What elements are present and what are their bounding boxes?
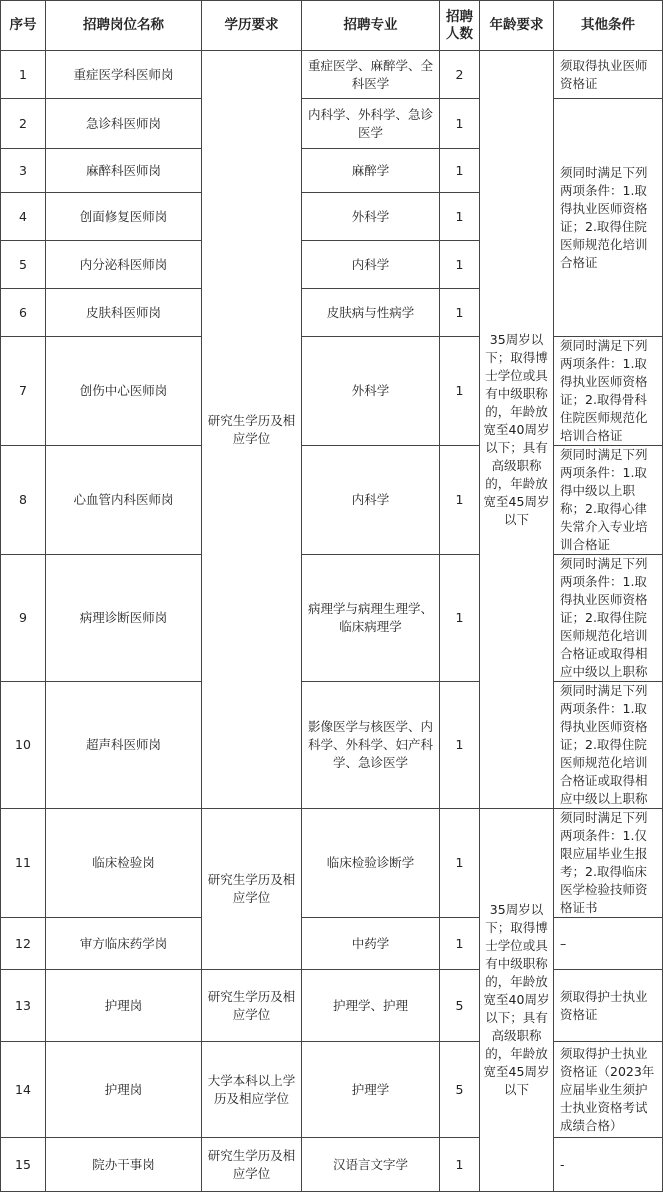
- row-count: 5: [440, 970, 480, 1042]
- row-major: 外科学: [302, 337, 440, 446]
- age-cell: 35周岁以下；取得博士学位或具有中级职称的，年龄放宽至40周岁以下；具有高级职称的，年龄放宽至45周岁以下: [480, 51, 554, 809]
- other-cell: 须同时满足下列两项条件：1.仅限应届毕业生报考；2.取得临床医学检验技师资格证书: [554, 809, 663, 918]
- table-row: [1, 1042, 663, 1138]
- header-education: 学历要求: [202, 1, 302, 51]
- header-position: 招聘岗位名称: [46, 1, 202, 51]
- table-row: [1, 337, 663, 446]
- row-no: 8: [1, 446, 46, 555]
- row-major: 中药学: [302, 918, 440, 970]
- header-age: 年龄要求: [480, 1, 554, 51]
- other-cell: –: [554, 918, 663, 970]
- row-major: 内科学: [302, 241, 440, 289]
- row-position: 重症医学科医师岗: [46, 51, 202, 99]
- row-no: 1: [1, 51, 46, 99]
- row-major: 汉语言文字学: [302, 1138, 440, 1192]
- table-header-row: [1, 1, 663, 51]
- table-row: [1, 446, 663, 555]
- row-count: 1: [440, 918, 480, 970]
- row-no: 2: [1, 99, 46, 149]
- row-position: 超声科医师岗: [46, 682, 202, 809]
- row-major: 影像医学与核医学、内科学、外科学、妇产科学、急诊医学: [302, 682, 440, 809]
- row-position: 心血管内科医师岗: [46, 446, 202, 555]
- header-no: 序号: [1, 1, 46, 51]
- row-position: 皮肤科医师岗: [46, 289, 202, 337]
- other-cell: 须同时满足下列两项条件：1.取得执业医师资格证；2.取得住院医师规范化培训合格证或取得相应中级以上职称: [554, 682, 663, 809]
- row-count: 1: [440, 193, 480, 241]
- table-row: [1, 682, 663, 809]
- table-row: [1, 51, 663, 99]
- row-count: 1: [440, 809, 480, 918]
- row-no: 7: [1, 337, 46, 446]
- other-cell: 须同时满足下列两项条件：1.取得执业医师资格证；2.取得骨科住院医师规范化培训合格证: [554, 337, 663, 446]
- table-row: [1, 1138, 663, 1192]
- row-count: 2: [440, 51, 480, 99]
- row-count: 1: [440, 1138, 480, 1192]
- row-position: 护理岗: [46, 970, 202, 1042]
- row-position: 审方临床药学岗: [46, 918, 202, 970]
- row-no: 10: [1, 682, 46, 809]
- row-major: 内科学、外科学、急诊医学: [302, 99, 440, 149]
- other-cell: 须同时满足下列两项条件：1.取得执业医师资格证；2.取得住院医师规范化培训合格证: [554, 99, 663, 337]
- row-count: 1: [440, 99, 480, 149]
- row-major: 麻醉学: [302, 149, 440, 193]
- row-major: 内科学: [302, 446, 440, 555]
- row-count: 1: [440, 337, 480, 446]
- row-count: 1: [440, 149, 480, 193]
- row-count: 1: [440, 241, 480, 289]
- row-no: 11: [1, 809, 46, 918]
- row-position: 急诊科医师岗: [46, 99, 202, 149]
- education-cell: 研究生学历及相应学位: [202, 51, 302, 809]
- row-position: 病理诊断医师岗: [46, 555, 202, 682]
- row-no: 13: [1, 970, 46, 1042]
- row-major: 护理学: [302, 1042, 440, 1138]
- row-major: 皮肤病与性病学: [302, 289, 440, 337]
- row-position: 创伤中心医师岗: [46, 337, 202, 446]
- row-position: 内分泌科医师岗: [46, 241, 202, 289]
- other-cell: 须同时满足下列两项条件：1.取得执业医师资格证；2.取得住院医师规范化培训合格证或取得相应中级以上职称: [554, 555, 663, 682]
- row-major: 护理学、护理: [302, 970, 440, 1042]
- row-count: 1: [440, 289, 480, 337]
- other-cell: 须同时满足下列两项条件：1.取得中级以上职称；2.取得心律失常介入专业培训合格证: [554, 446, 663, 555]
- row-no: 6: [1, 289, 46, 337]
- other-cell: 须取得护士执业资格证: [554, 970, 663, 1042]
- row-count: 1: [440, 682, 480, 809]
- other-cell: -: [554, 1138, 663, 1192]
- row-position: 麻醉科医师岗: [46, 149, 202, 193]
- row-position: 临床检验岗: [46, 809, 202, 918]
- row-major: 病理学与病理生理学、临床病理学: [302, 555, 440, 682]
- table-row: [1, 809, 663, 918]
- header-other: 其他条件: [554, 1, 663, 51]
- row-no: 9: [1, 555, 46, 682]
- age-cell: 35周岁以下；取得博士学位或具有中级职称的，年龄放宽至40周岁以下；具有高级职称的，年龄放宽至45周岁以下: [480, 809, 554, 1192]
- row-no: 15: [1, 1138, 46, 1192]
- row-major: 重症医学、麻醉学、全科医学: [302, 51, 440, 99]
- row-no: 5: [1, 241, 46, 289]
- row-position: 护理岗: [46, 1042, 202, 1138]
- education-cell: 研究生学历及相应学位: [202, 1138, 302, 1192]
- education-cell: 研究生学历及相应学位: [202, 970, 302, 1042]
- education-cell: 研究生学历及相应学位: [202, 809, 302, 970]
- row-count: 1: [440, 446, 480, 555]
- row-no: 4: [1, 193, 46, 241]
- row-major: 外科学: [302, 193, 440, 241]
- row-major: 临床检验诊断学: [302, 809, 440, 918]
- row-no: 3: [1, 149, 46, 193]
- row-position: 院办干事岗: [46, 1138, 202, 1192]
- row-no: 12: [1, 918, 46, 970]
- table-row: [1, 970, 663, 1042]
- header-major: 招聘专业: [302, 1, 440, 51]
- table-row: [1, 99, 663, 149]
- row-position: 创面修复医师岗: [46, 193, 202, 241]
- header-count: 招聘人数: [440, 1, 480, 51]
- table-row: [1, 555, 663, 682]
- education-cell: 大学本科以上学历及相应学位: [202, 1042, 302, 1138]
- row-no: 14: [1, 1042, 46, 1138]
- other-cell: 须取得执业医师资格证: [554, 51, 663, 99]
- row-count: 1: [440, 555, 480, 682]
- row-count: 5: [440, 1042, 480, 1138]
- table-row: [1, 918, 663, 970]
- other-cell: 须取得护士执业资格证（2023年应届毕业生须护士执业资格考试成绩合格）: [554, 1042, 663, 1138]
